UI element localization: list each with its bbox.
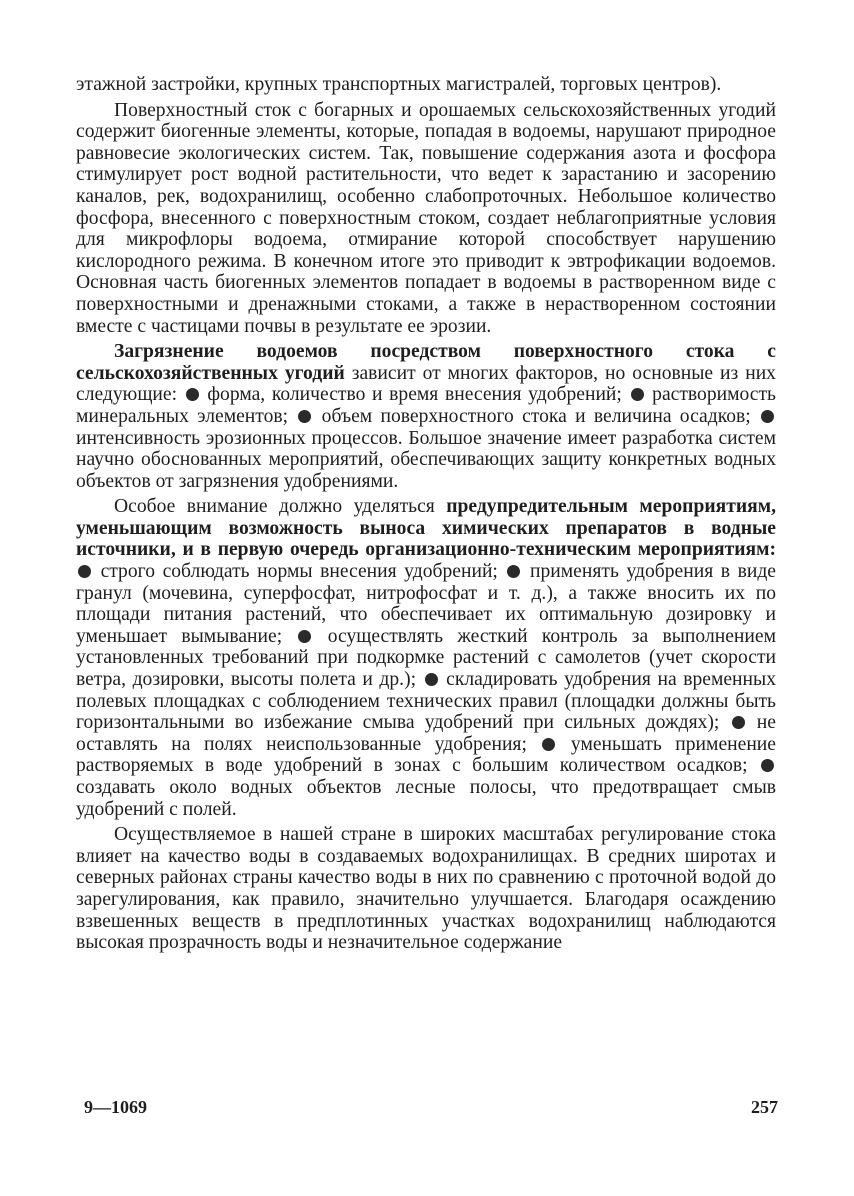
text-run: объем поверхностного стока и величина осадков;: [313, 405, 759, 427]
bullet-icon: [298, 630, 311, 643]
paragraph-continuation: этажной застройки, крупных транспортных магистралей, торговых центров).: [76, 74, 722, 95]
text-run: создавать около водных объектов лесные полосы, что предотвращает смыв удобрений с полей.: [76, 777, 776, 820]
bold-heading-measures: предупредительным мероприятиям, уменьшающим возможность выноса химических препаратов в водные источники, и в первую очередь организационно-техническим мероприятиям:: [76, 496, 776, 561]
bullet-icon: [542, 738, 555, 751]
bullet-icon: [732, 716, 745, 729]
bullet-icon: [507, 565, 520, 578]
bullet-icon: [186, 388, 199, 401]
bold-heading-pollution: Загрязнение водоемов посредством поверхностного стока с сельскохозяйственных угодий: [76, 341, 776, 384]
page-number: 257: [751, 1097, 778, 1117]
page-footer: [84, 1097, 778, 1121]
bullet-icon: [298, 410, 311, 423]
text-run: осуществлять жесткий контроль за выполнением установленных требований при подкормке растений с самолетов (учет скорости ветра, дозировки, высоты полета и др.);: [76, 625, 776, 691]
paragraph-reservoir-regulation: Осуществляемое в нашей стране в широких масштабах регулирование стока влияет на качество воды в создаваемых водохранилищах. В средних широтах и северных районах страны качество воды в них по сравнению с проточной водой до зарегулирования, как правило, значительно улучшается. Благодаря осаждению взвешенных веществ в предплотинных участках водохранилищ наблюдаются высокая прозрачность воды и незначительное содержание: [76, 824, 776, 954]
paragraph-preventive-measures: [76, 496, 776, 820]
bullet-icon: [761, 410, 774, 423]
text-run: Особое внимание должно уделяться: [114, 496, 447, 518]
text-run: зависит от многих факторов, но основные из них следующие:: [76, 362, 776, 406]
text-run: не оставлять на полях неиспользованные удобрения;: [76, 712, 776, 755]
text-run: складировать удобрения на временных полевых площадках с соблюдением технических правил (площадки должны быть горизонтальными во избежание смыва удобрений при сильных дождях);: [76, 669, 776, 734]
bullet-icon: [631, 388, 644, 401]
text-run: применять удобрения в виде гранул (мочевина, суперфосфат, нитрофосфат и т. д.), а также вносить их по площади питания растений, что обеспечивает их оптимальную дозировку и уменьшает вымывание;: [76, 561, 776, 647]
page-text: [76, 74, 776, 1124]
bullet-icon: [78, 565, 91, 578]
paragraph-surface-runoff: Поверхностный сток с богарных и орошаемых сельскохозяйственных угодий содержит биогенные элементы, которые, попадая в водоемы, нарушают природное равновесие экологических систем. Так, повышение содержания азота и фосфора стимулирует рост водной растительности, что ведет к зарастанию и засорению каналов, рек, водохранилищ, особенно слабопроточных. Небольшое количество фосфора, внесенного с поверхностным стоком, создает неблагоприятные условия для микрофлоры водоема, отмирание которой способствует нарушению кислородного режима. В конечном итоге это приводит к эвтрофикации водоемов. Основная часть биогенных элементов попадает в водоемы в растворенном виде с поверхностными и дренажными стоками, а также в нерастворенном состоянии вместе с частицами почвы в результате ее эрозии.: [76, 99, 776, 337]
text-run: интенсивность эрозионных процессов. Большое значение имеет разработка систем научно обоснованных мероприятий, обеспечивающих защиту конкретных водных объектов от загрязнения удобрениями.: [76, 427, 776, 492]
text-run: строго соблюдать нормы внесения удобрений;: [93, 561, 506, 583]
text-run: форма, количество и время внесения удобрений;: [200, 384, 629, 406]
text-run: растворимость минеральных элементов;: [76, 384, 776, 427]
printer-signature: 9—1069: [84, 1097, 147, 1117]
text-run: уменьшать применение растворяемых в воде удобрений в зонах с большим количеством осадков;: [76, 733, 776, 777]
paragraph-pollution-factors: [76, 341, 776, 492]
bullet-icon: [425, 673, 438, 686]
bullet-icon: [761, 759, 774, 772]
